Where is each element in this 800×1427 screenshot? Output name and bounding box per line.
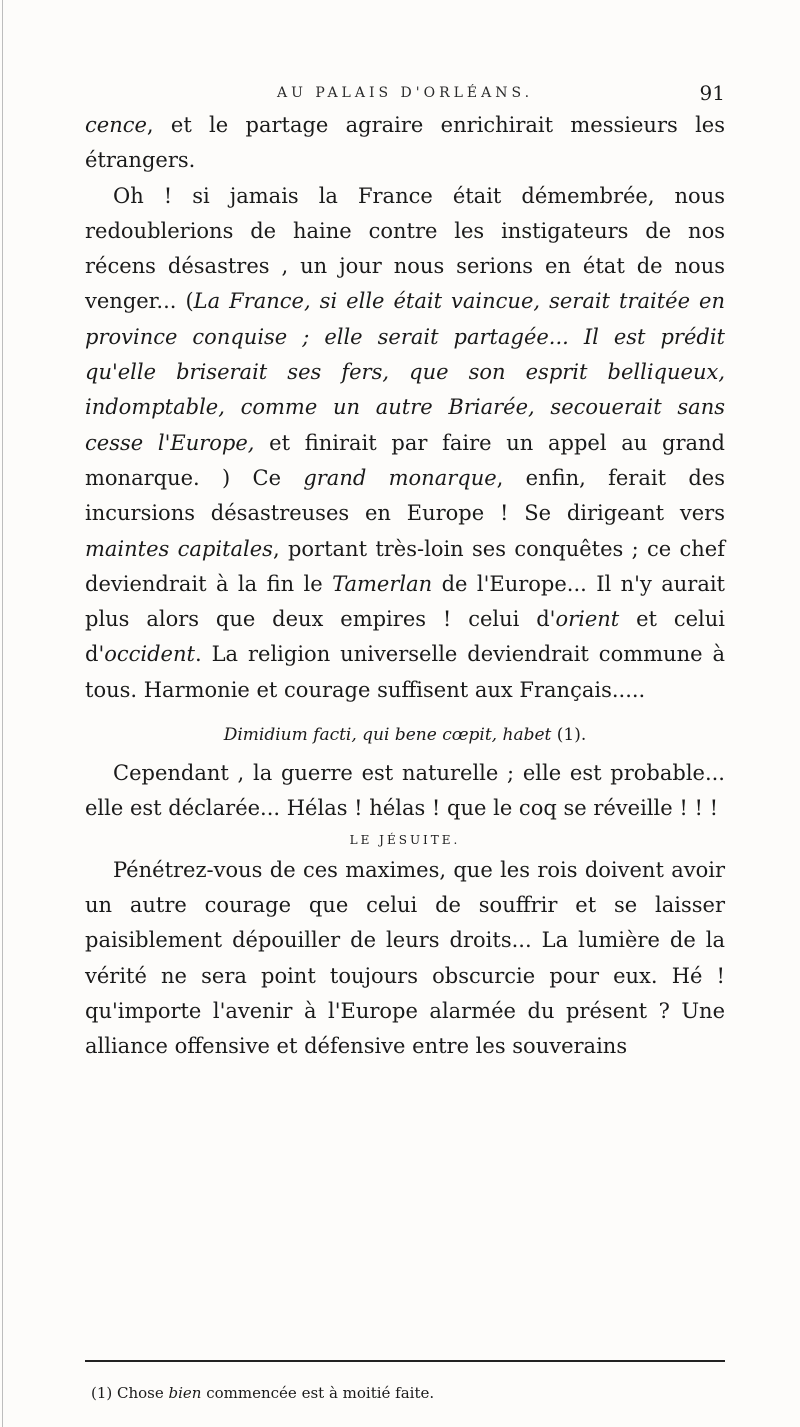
running-head: [85, 75, 725, 109]
paragraph: [85, 756, 725, 827]
text-run: , et le partage agraire enrichirait messieurs les étrangers.: [85, 113, 725, 173]
italic-text: orient: [555, 607, 620, 632]
speaker-heading: LE JÉSUITE.: [349, 832, 461, 847]
epigraph: [85, 722, 725, 748]
body-text: [85, 108, 725, 1064]
text-run: Cependant , la guerre est naturelle ; elle est probable... elle est déclarée... Hélas ! hélas ! que le coq se réveille ! ! !: [85, 761, 725, 821]
footnote: [85, 1384, 725, 1402]
text-run: et finirait par faire un appel au grand monarque. ) Ce: [85, 430, 725, 490]
footnote-rule: [85, 1360, 725, 1362]
italic-text: La France, si elle était vaincue, serait traitée en province conquise ; elle serait partagée... Il est prédit qu'elle briserait ses fers, que son esprit belliqueux, indomptable, comme un autre Briarée, secouerait sans cesse l'Europe,: [85, 289, 725, 455]
text-run: Chose: [112, 1384, 169, 1402]
footnote-marker: (1): [91, 1384, 113, 1402]
italic-text: Tamerlan: [332, 571, 433, 596]
paragraph: [85, 179, 725, 708]
italic-text: grand monarque: [303, 465, 497, 490]
text-run: , enfin, ferait des incursions désastreuses en Europe ! Se dirigeant vers: [85, 465, 725, 526]
text-run: commencée est à moitié faite.: [201, 1384, 435, 1402]
text-run: et celui d': [85, 607, 725, 667]
italic-text: cence: [85, 113, 147, 137]
text-run: , portant très-loin ses conquêtes ; ce chef deviendrait à la fin le: [85, 536, 725, 596]
epigraph-text: Dimidium facti, qui bene cœpit, habet: [223, 725, 552, 746]
page-edge-rule: [2, 0, 3, 1427]
paragraph: [85, 108, 725, 179]
page-number: 91: [699, 81, 725, 105]
text-run: Pénétrez-vous de ces maximes, que les rois doivent avoir un autre courage que celui de souffrir et se laisser paisiblement dépouiller de leurs droits... La lumière de la vérité ne sera point toujours obscurcie pour eux. Hé ! qu'importe l'avenir à l'Europe alarmée du présent ? Une alliance offensive et défensive entre les souverains: [85, 857, 725, 1059]
text-run: de l'Europe... Il n'y aurait plus alors que deux empires ! celui d': [85, 571, 725, 632]
italic-text: bien: [168, 1384, 202, 1402]
footnote-text: [112, 1384, 434, 1402]
paragraph: [85, 853, 725, 1065]
footnote-area: [85, 1360, 725, 1402]
italic-text: maintes capitales: [85, 536, 273, 561]
text-run: . La religion universelle deviendrait commune à tous. Harmonie et courage suffisent aux Français.....: [85, 642, 725, 702]
text-run: Oh ! si jamais la France était démembrée, nous redoublerions de haine contre les instigateurs de nos récens désastres , un jour nous serions en état de nous venger... (: [85, 183, 725, 314]
running-head-title: AU PALAIS D'ORLÉANS.: [276, 85, 534, 101]
italic-text: occident: [104, 642, 195, 667]
epigraph-note-ref: (1).: [551, 725, 587, 746]
